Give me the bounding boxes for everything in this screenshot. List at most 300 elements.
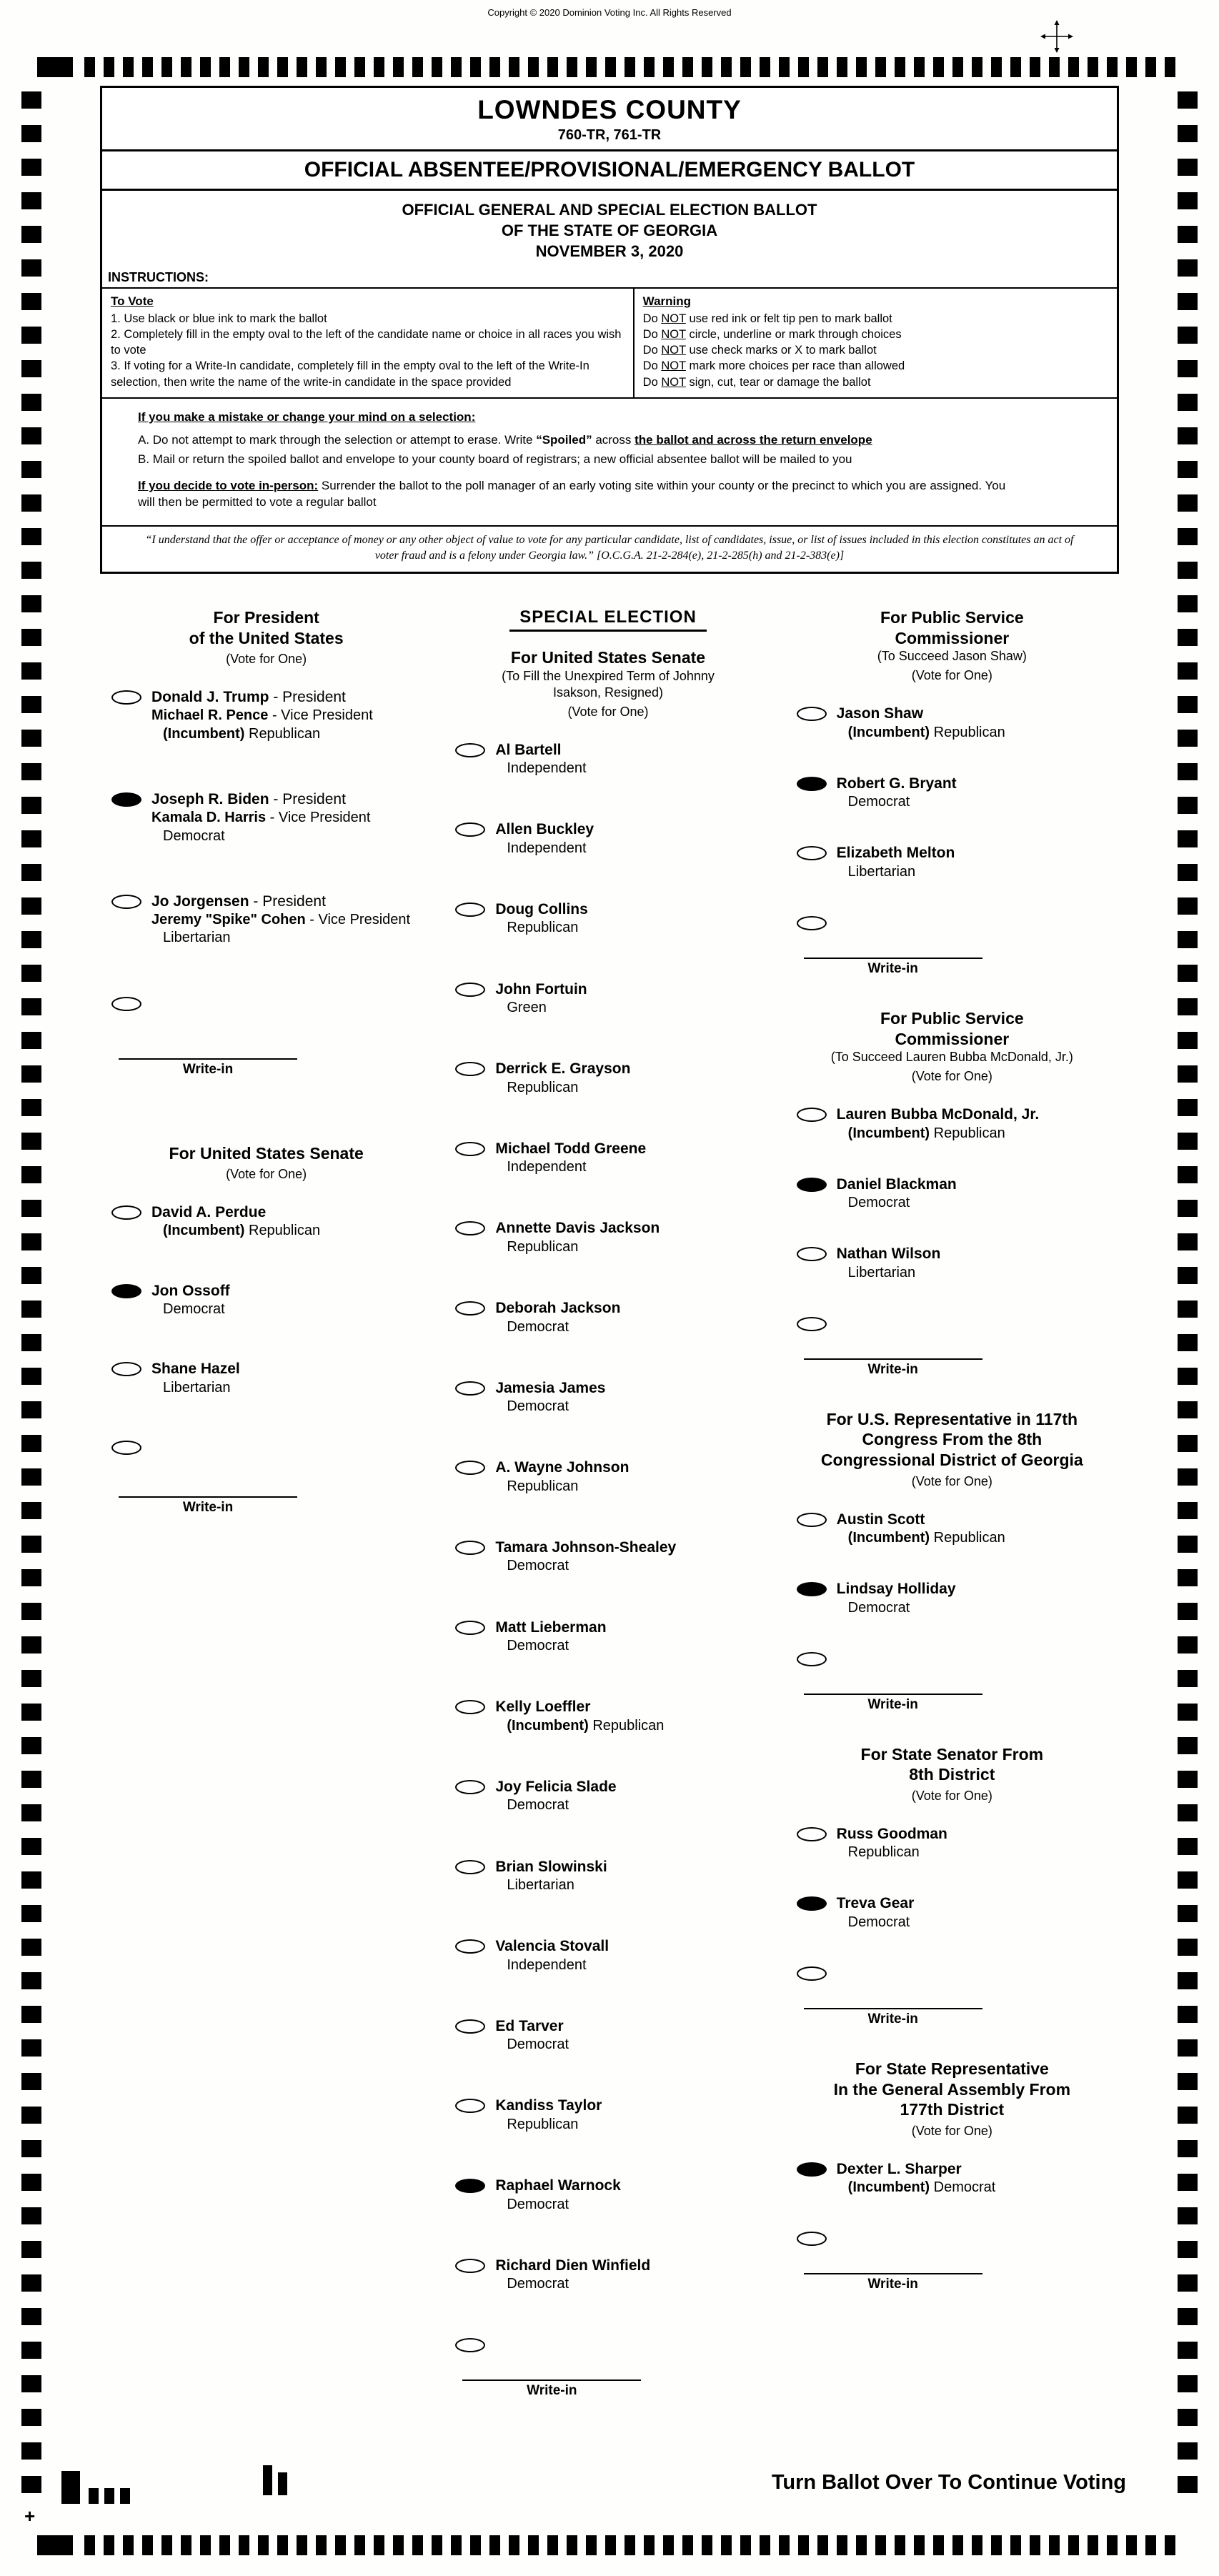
text-segment: (Incumbent)	[163, 1223, 245, 1239]
write-in-label: Write-in	[182, 1499, 234, 1515]
candidate-option	[455, 1698, 769, 1735]
contest-title: 177th District	[900, 2100, 1005, 2119]
contest	[103, 1143, 429, 1516]
candidate-detail	[151, 707, 373, 725]
text-segment: Annette Davis Jackson	[495, 1220, 660, 1237]
candidate-option	[797, 1105, 1116, 1143]
text-segment: Democrat	[847, 794, 910, 810]
candidate-option	[455, 1618, 769, 1656]
candidate-oval[interactable]	[455, 1142, 485, 1156]
write-in-oval[interactable]	[111, 997, 141, 1011]
text-segment: (Incumbent)	[847, 2179, 930, 2196]
candidate-info	[495, 1060, 630, 1097]
candidate-option	[455, 1219, 769, 1256]
candidate-info	[837, 1511, 1005, 1548]
to-vote-instruction: 2. Completely fill in the empty oval to the left of the candidate name or choice in all races you wish to vote	[111, 328, 622, 357]
candidate-option	[455, 2257, 769, 2294]
candidate-name	[495, 1858, 607, 1876]
candidate-info	[495, 1858, 607, 1895]
candidate-info	[837, 844, 955, 881]
candidate-oval[interactable]	[455, 1860, 485, 1874]
write-in-oval[interactable]	[797, 1652, 827, 1666]
county-name: LOWNDES COUNTY	[477, 95, 742, 124]
write-in-oval[interactable]	[797, 1966, 827, 1981]
warning-instruction	[643, 342, 1108, 358]
candidate-option	[797, 1825, 1116, 1862]
text-segment: Valencia Stovall	[495, 1938, 610, 1955]
text-segment: Republican	[507, 2116, 579, 2132]
text-segment: Deborah Jackson	[495, 1300, 621, 1317]
candidate-name	[495, 2257, 650, 2275]
candidate-detail	[495, 1478, 629, 1496]
candidate-oval[interactable]	[455, 1221, 485, 1235]
candidate-name	[837, 705, 1005, 723]
text-segment: Kamala D. Harris	[151, 810, 267, 826]
candidate-option	[455, 1060, 769, 1097]
candidate-name	[151, 1282, 230, 1301]
candidate-info	[837, 1245, 941, 1282]
text-segment: Republican	[507, 1478, 579, 1494]
candidate-detail	[495, 919, 588, 937]
candidate-info	[151, 1282, 230, 1319]
candidate-detail	[495, 840, 594, 857]
candidate-name	[495, 2177, 620, 2195]
candidate-info	[495, 1458, 629, 1496]
candidate-oval-filled[interactable]	[797, 1178, 827, 1192]
warning-not-word: NOT	[661, 359, 686, 373]
write-in-label: Write-in	[867, 2011, 918, 2027]
candidate-name	[837, 1580, 956, 1598]
write-in-oval[interactable]	[455, 2338, 485, 2352]
text-segment: - Vice President	[305, 912, 411, 928]
ballot-column-2	[439, 607, 779, 2432]
candidate-detail	[495, 1318, 620, 1336]
candidate-name	[837, 1894, 915, 1913]
warning-do-word: Do	[642, 328, 662, 342]
write-in-area	[462, 2379, 641, 2399]
warning-item-text: sign, cut, tear or damage the ballot	[685, 375, 871, 389]
contest	[788, 1744, 1116, 2027]
text-segment: Raphael Warnock	[495, 2177, 621, 2194]
candidate-info	[495, 1618, 606, 1656]
m istake-item-b: B. Mail or return the spoiled ballot and envelope to your county board of registrars; a new official absentee ballot will be mailed to you	[138, 452, 852, 466]
special-election-label: SPECIAL ELECTION	[509, 607, 707, 632]
candidate-info	[837, 1175, 957, 1213]
text-segment: Democrat	[507, 1558, 569, 1574]
to-vote-box	[102, 289, 633, 397]
candidate-option	[797, 775, 1116, 812]
candidate-option	[797, 1580, 1116, 1617]
text-segment: Republican	[507, 1238, 579, 1255]
contest-title: For State Representative	[855, 2059, 1049, 2079]
text-segment: - President	[269, 790, 346, 807]
text-segment: Brian Slowinski	[495, 1858, 607, 1875]
contest-title: For United States Senate	[510, 648, 706, 667]
candidate-option	[111, 1360, 429, 1397]
candidate-oval-filled[interactable]	[797, 2162, 827, 2177]
text-segment: (Incumbent)	[847, 724, 930, 740]
ballot-id-mark	[263, 2465, 272, 2495]
candidate-detail	[151, 929, 410, 947]
contest-title: For United States Senate	[169, 1143, 364, 1163]
text-segment: Jon Ossoff	[151, 1282, 230, 1299]
candidate-detail	[495, 1079, 630, 1097]
text-segment: Shane Hazel	[151, 1361, 240, 1378]
text-segment: Ed Tarver	[495, 2017, 564, 2034]
candidate-oval[interactable]	[455, 1621, 485, 1635]
text-segment: Libertarian	[163, 930, 231, 946]
write-in-option	[797, 1650, 1116, 1666]
candidate-name	[837, 2160, 996, 2179]
vote-for-instruction: (Vote for One)	[911, 1473, 992, 1488]
text-segment: Daniel Blackman	[836, 1175, 957, 1193]
candidate-oval[interactable]	[797, 1108, 827, 1122]
candidate-name	[837, 1245, 941, 1263]
candidate-oval[interactable]	[455, 2019, 485, 2034]
candidate-info	[495, 820, 594, 857]
text-segment: - Vice President	[266, 810, 371, 826]
timing-mark-block	[37, 2535, 73, 2555]
candidate-detail	[495, 1158, 646, 1176]
mistake-a-spoiled: “Spoiled”	[536, 433, 592, 447]
candidate-detail	[151, 725, 373, 743]
candidate-option	[797, 705, 1116, 742]
candidate-name	[495, 900, 588, 919]
text-segment: Independent	[507, 1956, 587, 1973]
mistake-a-emphasis: the ballot and across the return envelope	[635, 433, 872, 447]
contest-title: Commissioner	[895, 1029, 1010, 1048]
election-title-line: NOVEMBER 3, 2020	[535, 242, 684, 261]
candidate-detail	[837, 1264, 941, 1282]
text-segment: Tamara Johnson-Shealey	[495, 1538, 677, 1556]
write-in-oval[interactable]	[797, 916, 827, 930]
candidate-option	[455, 820, 769, 857]
turn-ballot-notice: Turn Ballot Over To Continue Voting	[771, 2471, 1126, 2494]
candidate-name	[495, 2017, 569, 2036]
text-segment: Democrat	[847, 1599, 910, 1616]
text-segment: (Incumbent)	[163, 725, 245, 742]
candidate-oval[interactable]	[455, 1541, 485, 1555]
candidate-oval[interactable]	[455, 902, 485, 917]
candidate-name	[837, 775, 957, 793]
candidate-detail	[495, 2116, 602, 2134]
text-segment: Libertarian	[847, 863, 916, 880]
text-segment: Democrat	[847, 1914, 910, 1930]
special-election-banner	[447, 607, 769, 632]
write-in-area	[804, 1358, 982, 1378]
candidate-detail	[495, 1956, 609, 1974]
text-segment: Jeremy "Spike" Cohen	[151, 912, 306, 928]
warning-not-word: NOT	[661, 312, 686, 326]
warning-not-word: NOT	[661, 344, 686, 357]
candidate-detail	[151, 1301, 230, 1318]
candidate-oval[interactable]	[455, 1381, 485, 1396]
candidate-oval-filled[interactable]	[797, 777, 827, 791]
candidate-detail	[495, 2196, 620, 2214]
warning-instruction	[643, 374, 1108, 390]
candidate-name	[495, 1778, 616, 1796]
candidate-detail	[151, 1379, 240, 1397]
warning-title: Warning	[642, 294, 692, 309]
ballot-id-mark	[120, 2488, 130, 2504]
candidate-oval[interactable]	[455, 2259, 485, 2273]
text-segment: Michael R. Pence	[151, 707, 269, 724]
candidate-oval[interactable]	[455, 1939, 485, 1954]
candidate-detail	[495, 2036, 569, 2054]
ballot-column-3	[780, 607, 1119, 2324]
candidate-oval[interactable]	[455, 983, 485, 997]
candidate-info	[495, 2017, 569, 2054]
fraud-notice: “I understand that the offer or acceptance of money or any other object of value to vote for any particular candidate, list of candidates, issue, or list of issues included in this election constitutes an act of voter fraud and is a felony under Georgia law.” [O.C.G.A. 21-2-284(e), 21-2-285(h) and 21-2-383(e)]	[102, 525, 1117, 572]
write-in-oval[interactable]	[111, 1441, 141, 1455]
candidate-option	[455, 2097, 769, 2134]
contest-columns	[100, 607, 1119, 2432]
text-segment: Michael Todd Greene	[495, 1140, 647, 1157]
candidate-info	[495, 980, 587, 1018]
text-segment: Democrat	[507, 1797, 569, 1814]
candidate-option	[455, 741, 769, 778]
warning-item-text: use red ink or felt tip pen to mark ballot	[685, 312, 892, 326]
candidate-name	[151, 1360, 240, 1378]
candidate-info	[837, 1105, 1040, 1143]
write-in-area	[804, 958, 982, 977]
mistake-instructions	[102, 399, 1031, 525]
write-in-label: Write-in	[182, 1061, 234, 1077]
text-segment: Nathan Wilson	[836, 1245, 941, 1263]
candidate-detail	[837, 793, 957, 811]
contest	[103, 607, 429, 1078]
candidate-name	[151, 892, 410, 911]
text-segment: Jo Jorgensen	[151, 892, 249, 910]
candidate-option	[111, 1203, 429, 1240]
candidate-detail	[151, 827, 370, 845]
text-segment: Democrat	[163, 1301, 225, 1318]
candidate-oval[interactable]	[455, 743, 485, 757]
text-segment: Democrat	[507, 2196, 569, 2212]
candidate-oval[interactable]	[111, 690, 141, 705]
in-person-heading: If you decide to vote in-person:	[138, 479, 319, 492]
in-person-text: Surrender the ballot to the poll manager of an early voting site within your county or the precinct to which you are assigned. You will then be permitted to vote a regular ballot	[138, 479, 1006, 509]
text-segment: Republican	[588, 1717, 665, 1734]
contest-title: Congress From the 8th	[862, 1430, 1043, 1449]
timing-mark-block	[37, 57, 73, 77]
candidate-oval[interactable]	[455, 1700, 485, 1714]
instructions-boxes	[102, 287, 1117, 399]
candidate-detail	[837, 1194, 957, 1212]
contest	[788, 2059, 1116, 2292]
candidate-info	[495, 900, 588, 938]
text-segment: Treva Gear	[836, 1895, 915, 1912]
candidate-oval[interactable]	[455, 1461, 485, 1475]
candidate-detail	[495, 999, 587, 1017]
write-in-oval[interactable]	[797, 2232, 827, 2246]
text-segment: (Incumbent)	[507, 1717, 589, 1734]
candidate-detail	[837, 863, 955, 881]
contest-title: Commissioner	[895, 628, 1010, 647]
candidate-detail	[495, 1398, 605, 1416]
vote-for-instruction: (Vote for One)	[911, 668, 992, 683]
contest	[788, 607, 1116, 977]
candidate-option	[797, 844, 1116, 881]
contest-title: Congressional District of Georgia	[820, 1451, 1083, 1469]
candidate-info	[151, 790, 370, 845]
text-segment: John Fortuin	[495, 980, 587, 998]
candidate-name	[495, 1299, 620, 1318]
candidate-name	[151, 1203, 320, 1222]
contest	[447, 647, 769, 2399]
text-segment: Libertarian	[507, 1877, 574, 1893]
candidate-info	[151, 1203, 320, 1240]
contest-title: 8th District	[909, 1765, 995, 1784]
candidate-option	[797, 1894, 1116, 1931]
text-segment: Republican	[507, 920, 579, 936]
candidate-oval-filled[interactable]	[111, 792, 141, 807]
candidate-info	[495, 741, 586, 778]
write-in-area	[804, 1694, 982, 1713]
write-in-option	[797, 1964, 1116, 1981]
copyright-notice: Copyright © 2020 Dominion Voting Inc. All Rights Reserved	[487, 7, 732, 18]
candidate-info	[495, 1937, 609, 1974]
candidate-oval-filled[interactable]	[797, 1896, 827, 1911]
candidate-name	[837, 1825, 947, 1844]
text-segment: Democrat	[507, 2276, 569, 2292]
text-segment: Kelly Loeffler	[495, 1699, 591, 1716]
candidate-oval-filled[interactable]	[111, 1284, 141, 1298]
contest-title: For U.S. Representative in 117th	[826, 1409, 1078, 1428]
candidate-option	[797, 1245, 1116, 1282]
candidate-detail	[495, 1717, 664, 1735]
write-in-area	[804, 2273, 982, 2292]
candidate-info	[495, 1219, 660, 1256]
candidate-name	[495, 980, 587, 999]
mistake-item-a	[138, 432, 1017, 448]
ballot-id-mark	[104, 2488, 114, 2504]
warning-instruction	[643, 327, 1108, 342]
text-segment: Democrat	[507, 1318, 569, 1335]
text-segment: Joy Felicia Slade	[495, 1778, 617, 1795]
to-vote-title: To Vote	[111, 294, 154, 309]
contest	[788, 1008, 1116, 1378]
contest-note: (To Succeed Jason Shaw)	[877, 649, 1027, 664]
candidate-oval[interactable]	[455, 2099, 485, 2113]
text-segment: Donald J. Trump	[151, 689, 269, 706]
candidate-oval[interactable]	[111, 1205, 141, 1220]
vote-for-instruction: (Vote for One)	[567, 704, 649, 719]
candidate-oval[interactable]	[455, 1301, 485, 1316]
candidate-info	[495, 1698, 664, 1735]
candidate-option	[797, 1511, 1116, 1548]
vote-for-instruction: (Vote for One)	[911, 2123, 992, 2138]
text-segment: Austin Scott	[836, 1511, 925, 1528]
warning-item-text: mark more choices per race than allowed	[685, 359, 905, 373]
candidate-detail	[837, 1914, 915, 1931]
candidate-oval[interactable]	[455, 1062, 485, 1076]
write-in-oval[interactable]	[797, 1317, 827, 1331]
candidate-option	[111, 892, 429, 948]
county-section	[102, 88, 1117, 151]
candidate-detail	[837, 724, 1005, 742]
candidate-info	[837, 1894, 915, 1931]
warning-not-word: NOT	[661, 375, 686, 389]
candidate-info	[495, 2177, 620, 2214]
candidate-option	[455, 1538, 769, 1576]
candidate-detail	[837, 1529, 1005, 1547]
contest-title: For Public Service	[880, 1008, 1024, 1028]
text-segment: Republican	[930, 1125, 1005, 1141]
ballot-id-mark	[278, 2472, 287, 2495]
candidate-name	[495, 1140, 646, 1158]
candidate-detail	[495, 1876, 607, 1894]
warning-box	[633, 289, 1117, 397]
candidate-oval-filled[interactable]	[797, 1582, 827, 1596]
text-segment: Jamesia James	[495, 1379, 606, 1396]
write-in-option	[111, 995, 429, 1011]
candidate-oval[interactable]	[455, 1780, 485, 1794]
write-in-label: Write-in	[867, 2277, 918, 2292]
election-title-section	[102, 191, 1117, 264]
timing-marks-top	[84, 57, 1183, 77]
contest-title: For State Senator From	[860, 1744, 1044, 1764]
candidate-info	[837, 705, 1005, 742]
in-person-instructions	[138, 477, 1017, 511]
candidate-oval[interactable]	[455, 822, 485, 837]
candidate-oval[interactable]	[797, 1513, 827, 1527]
candidate-option	[797, 2160, 1116, 2197]
warning-do-word: Do	[642, 375, 662, 389]
candidate-oval[interactable]	[797, 707, 827, 721]
text-segment: Republican	[244, 1223, 321, 1239]
write-in-option	[797, 914, 1116, 930]
vote-for-instruction: (Vote for One)	[911, 1788, 992, 1803]
instructions-label: INSTRUCTIONS:	[108, 270, 209, 285]
text-segment: Derrick E. Grayson	[495, 1060, 631, 1078]
candidate-oval[interactable]	[111, 1362, 141, 1376]
registration-cross-icon	[1040, 20, 1073, 53]
mistake-a-across: across	[592, 433, 635, 447]
timing-marks-right	[1178, 91, 1198, 2501]
write-in-label: Write-in	[867, 1696, 918, 1712]
candidate-detail	[837, 1844, 947, 1861]
candidate-oval-filled[interactable]	[455, 2179, 485, 2193]
write-in-option	[111, 1438, 429, 1455]
election-title-line: OFFICIAL GENERAL AND SPECIAL ELECTION BALLOT	[402, 201, 817, 219]
mistake-a-text: A. Do not attempt to mark through the selection or attempt to erase. Write	[138, 433, 537, 447]
candidate-name	[151, 790, 370, 809]
candidate-info	[837, 1580, 956, 1617]
candidate-oval[interactable]	[797, 1827, 827, 1841]
candidate-oval[interactable]	[797, 1247, 827, 1261]
candidate-option	[455, 1458, 769, 1496]
candidate-info	[495, 1538, 676, 1576]
warning-item-text: use check marks or X to mark ballot	[685, 344, 877, 357]
write-in-label: Write-in	[867, 1361, 918, 1377]
candidate-name	[495, 2097, 602, 2115]
candidate-oval[interactable]	[797, 846, 827, 860]
warning-list	[643, 311, 1108, 390]
warning-do-word: Do	[642, 359, 662, 373]
ballot-id-mark	[61, 2471, 80, 2504]
warning-instruction	[643, 358, 1108, 374]
candidate-name	[837, 1175, 957, 1194]
candidate-detail	[495, 1238, 660, 1256]
text-segment: (Incumbent)	[847, 1529, 930, 1546]
text-segment: Republican	[930, 1529, 1005, 1546]
text-segment: Republican	[847, 1844, 920, 1861]
warning-not-word: NOT	[661, 328, 686, 342]
candidate-option	[455, 1379, 769, 1416]
candidate-oval[interactable]	[111, 895, 141, 909]
candidate-detail	[151, 1222, 320, 1240]
